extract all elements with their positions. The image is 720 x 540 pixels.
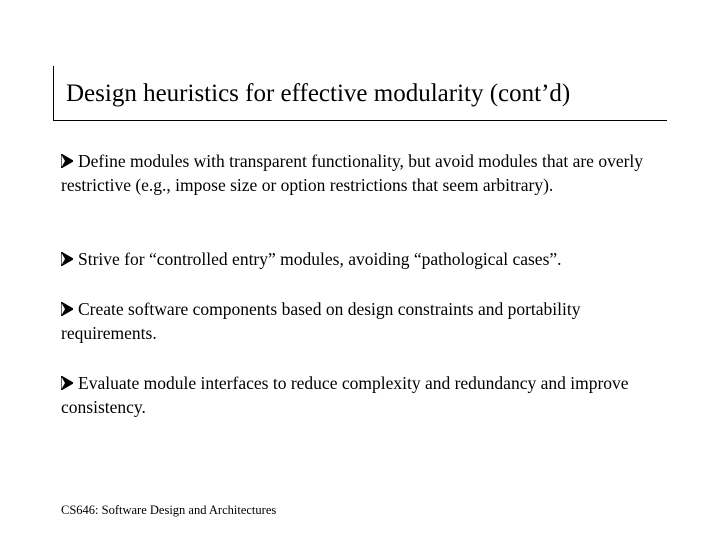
arrow-bullet-icon xyxy=(61,376,73,390)
arrow-bullet-icon xyxy=(61,252,73,266)
bullet-text: Evaluate module interfaces to reduce complexity and redundancy and improve consistency. xyxy=(61,373,629,417)
title-vertical-rule xyxy=(53,66,54,120)
title-horizontal-rule xyxy=(53,120,667,121)
bullet-text: Strive for “controlled entry” modules, avoiding “pathological cases”. xyxy=(78,249,562,269)
bullet-text: Define modules with transparent functionality, but avoid modules that are overly restrictive (e.g., impose size or option restrictions that seem arbitrary). xyxy=(61,151,644,195)
arrow-bullet-icon xyxy=(61,154,73,168)
arrow-bullet-icon xyxy=(61,302,73,316)
bullet-item xyxy=(61,247,661,271)
slide-footer: CS646: Software Design and Architectures xyxy=(61,503,277,517)
slide-title: Design heuristics for effective modularity (cont’d) xyxy=(66,80,571,107)
bullet-item xyxy=(61,371,661,419)
bullet-item xyxy=(61,297,661,345)
bullet-text: Create software components based on design constraints and portability requirements. xyxy=(61,299,581,343)
bullet-item xyxy=(61,149,661,197)
